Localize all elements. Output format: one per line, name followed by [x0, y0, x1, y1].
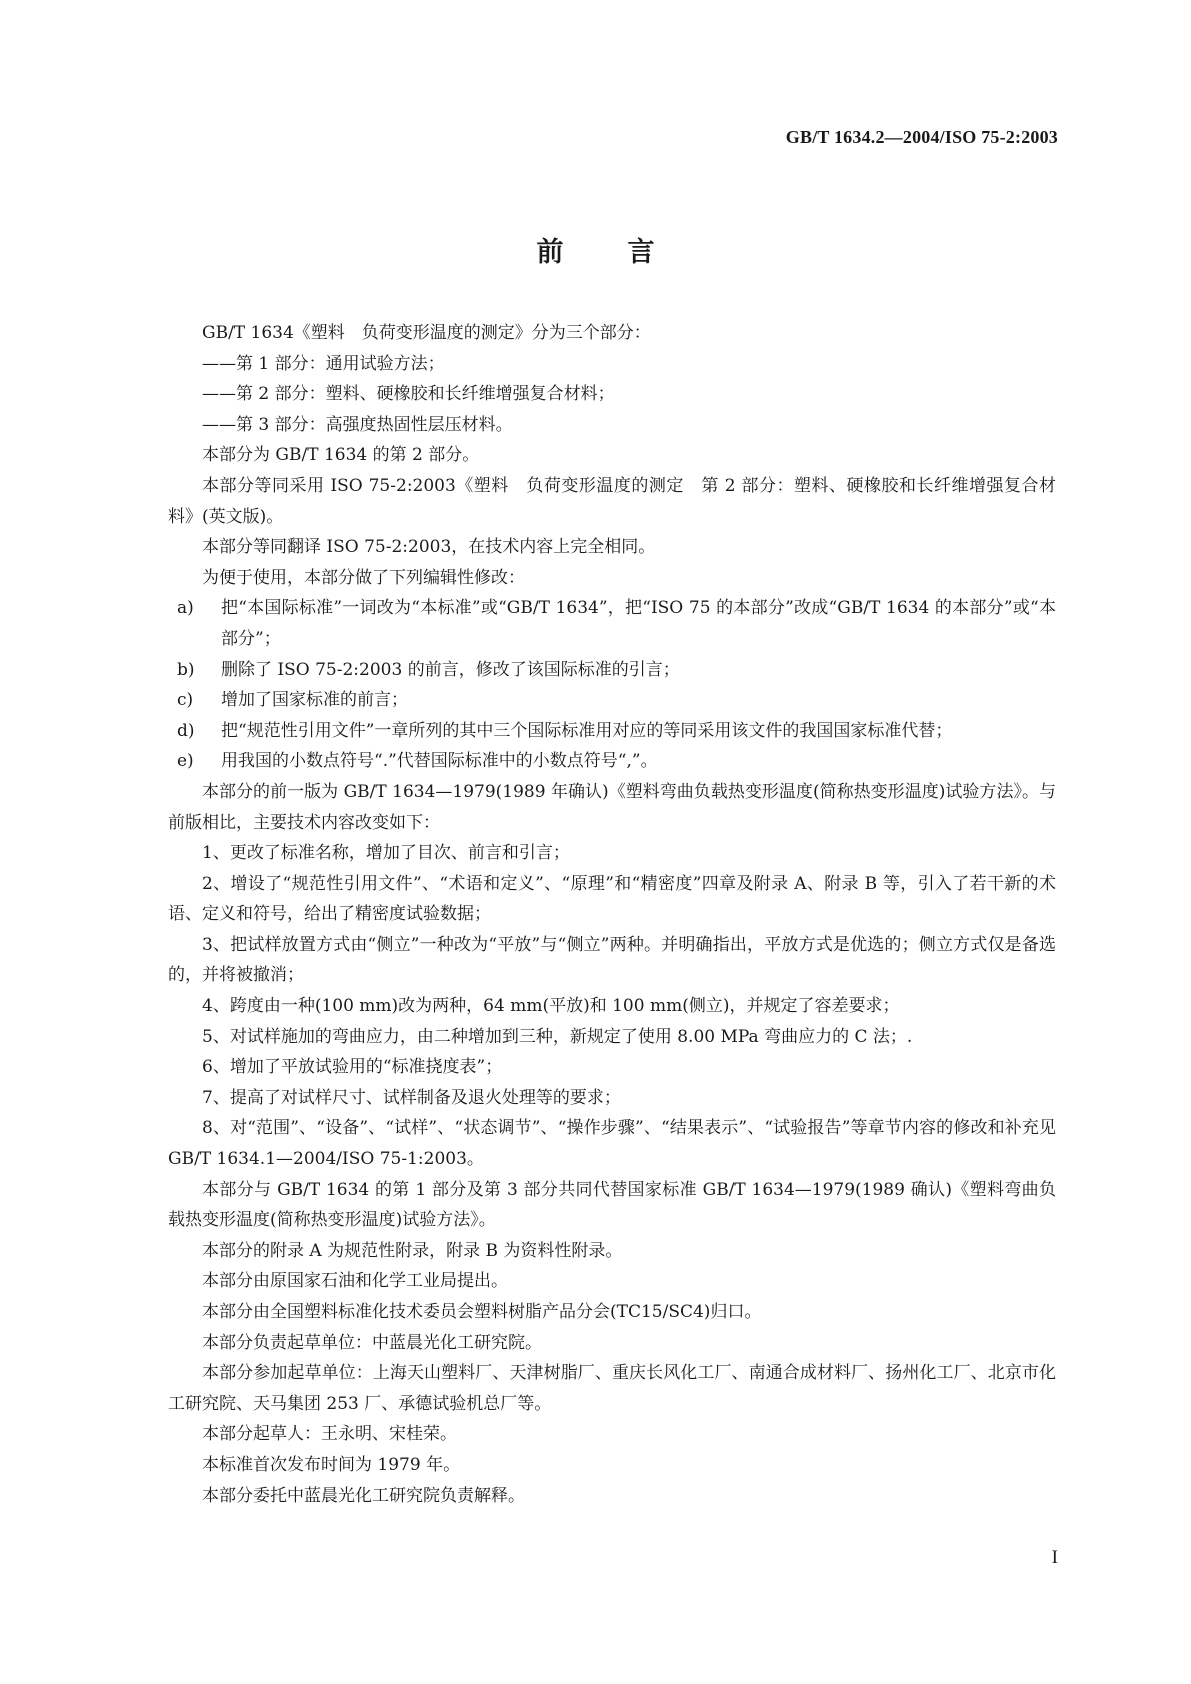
foreword-body: [168, 318, 1056, 1511]
proposed-by-paragraph: 本部分由原国家石油和化学工业局提出。: [202, 1271, 508, 1292]
edit-item: [168, 593, 1056, 654]
change-item: 7、提高了对试样尺寸、试样制备及退火处理等的要求；: [202, 1087, 621, 1108]
edit-item: [168, 685, 1056, 716]
edit-item-text: 增加了国家标准的前言；: [221, 690, 408, 711]
change-item: 5、对试样施加的弯曲应力，由二种增加到三种，新规定了使用 8.00 MPa 弯曲应力的 C 法；.: [202, 1026, 913, 1047]
part-item: ——第 2 部分：塑料、硬橡胶和长纤维增强复合材料；: [202, 384, 615, 405]
part-of-paragraph: 本部分为 GB/T 1634 的第 2 部分。: [202, 445, 480, 466]
change-item: 4、跨度由一种(100 mm)改为两种，64 mm(平放)和 100 mm(侧立)，并规定了容差要求；: [202, 996, 900, 1017]
part-item: ——第 3 部分：高强度热固性层压材料。: [202, 414, 513, 435]
change-item: 2、增设了“规范性引用文件”、“术语和定义”、“原理”和“精密度”四章及附录 A、附录 B 等，引入了若干新的术语、定义和符号，给出了精密度试验数据；: [168, 873, 1056, 925]
change-item: 8、对“范围”、“设备”、“试样”、“状态调节”、“操作步骤”、“结果表示”、“试验报告”等章节内容的修改和补充见 GB/T 1634.1—2004/ISO 75-1:2003。: [168, 1118, 1056, 1170]
edit-item-label: a): [177, 598, 194, 619]
replacement-paragraph: 本部分与 GB/T 1634 的第 1 部分及第 3 部分共同代替国家标准 GB/T 1634—1979(1989 确认)《塑料弯曲负载热变形温度(简称热变形温度)试验方法》。: [168, 1179, 1056, 1231]
page-title: 前言: [536, 237, 719, 268]
first-issue-paragraph: 本标准首次发布时间为 1979 年。: [202, 1454, 461, 1475]
participating-organizations-paragraph: 本部分参加起草单位：上海天山塑料厂、天津树脂厂、重庆长风化工厂、南通合成材料厂、扬州化工厂、北京市化工研究院、天马集团 253 厂、承德试验机总厂等。: [168, 1363, 1056, 1414]
edit-item: [168, 746, 1056, 777]
edit-item: [168, 716, 1056, 747]
standard-number: GB/T 1634.2—2004/ISO 75-2:2003: [785, 127, 1058, 147]
change-item: 1、更改了标准名称，增加了目次、前言和引言；: [202, 843, 570, 864]
translation-paragraph: 本部分等同翻译 ISO 75-2:2003，在技术内容上完全相同。: [202, 537, 656, 558]
drafting-organization-paragraph: 本部分负责起草单位：中蓝晨光化工研究院。: [202, 1332, 542, 1353]
edit-item-label: d): [177, 720, 195, 741]
edit-item-label: e): [177, 751, 194, 772]
interpretation-paragraph: 本部分委托中蓝晨光化工研究院负责解释。: [202, 1485, 525, 1506]
edit-item-text: 把“本国际标准”一词改为“本标准”或“GB/T 1634”，把“ISO 75 的本部分”改成“GB/T 1634 的本部分”或“本部分”；: [221, 598, 1056, 649]
edit-item-text: 用我国的小数点符号“.”代替国际标准中的小数点符号“,”。: [221, 751, 658, 772]
drafters-paragraph: 本部分起草人：王永明、宋桂荣。: [202, 1424, 457, 1445]
annex-paragraph: 本部分的附录 A 为规范性附录，附录 B 为资料性附录。: [202, 1240, 623, 1261]
edit-item-text: 把“规范性引用文件”一章所列的其中三个国际标准用对应的等同采用该文件的我国国家标准代替；: [221, 720, 953, 741]
edit-item-label: c): [177, 690, 194, 711]
edit-item: [168, 655, 1056, 686]
previous-edition-paragraph: 本部分的前一版为 GB/T 1634—1979(1989 年确认)《塑料弯曲负载热变形温度(简称热变形温度)试验方法》。与前版相比，主要技术内容改变如下：: [168, 781, 1056, 833]
edit-item-text: 删除了 ISO 75-2:2003 的前言，修改了该国际标准的引言；: [221, 659, 680, 680]
centralized-paragraph: 本部分由全国塑料标准化技术委员会塑料树脂产品分会(TC15/SC4)归口。: [202, 1302, 762, 1322]
edit-intro-paragraph: 为便于使用，本部分做了下列编辑性修改：: [202, 567, 525, 588]
page-number: I: [1051, 1547, 1058, 1568]
adoption-paragraph: 本部分等同采用 ISO 75-2:2003《塑料 负荷变形温度的测定 第 2 部分：塑料、硬橡胶和长纤维增强复合材料》(英文版)。: [168, 475, 1056, 527]
edit-item-label: b): [177, 659, 195, 680]
change-item: 3、把试样放置方式由“侧立”一种改为“平放”与“侧立”两种。并明确指出，平放方式是优选的；侧立方式仅是备选的，并将被撤消；: [168, 934, 1056, 986]
change-item: 6、增加了平放试验用的“标准挠度表”；: [202, 1057, 503, 1078]
intro-paragraph: GB/T 1634《塑料 负荷变形温度的测定》分为三个部分：: [202, 323, 651, 343]
part-item: ——第 1 部分：通用试验方法；: [202, 353, 445, 374]
